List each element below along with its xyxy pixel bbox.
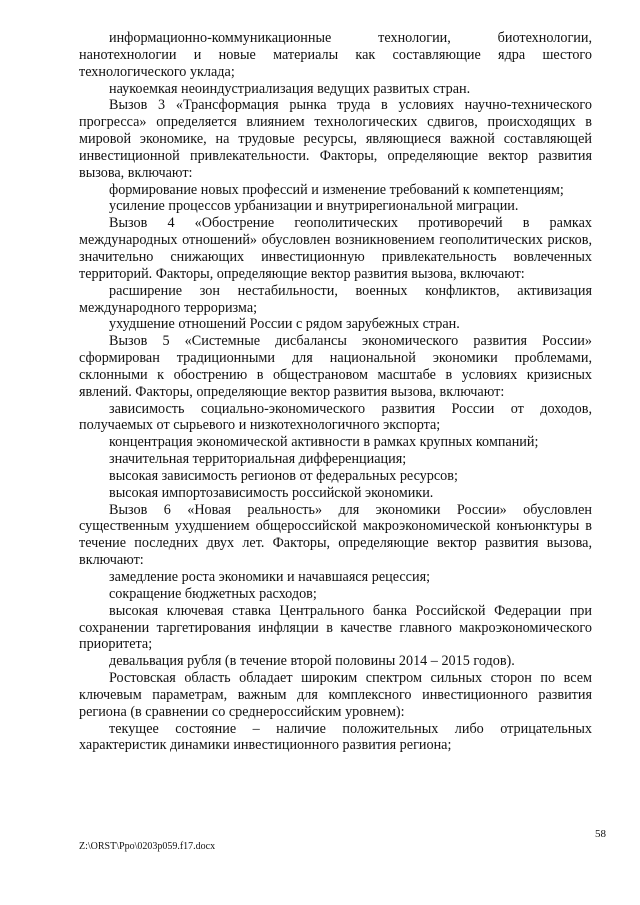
paragraph: Вызов 5 «Системные дисбалансы экономического развития России» сформирован традиционными для национальной экономики проблемами, склонными к обострению в общестрановом масштабе в условиях кризисных явлений. Факторы, определяющие вектор развития вызова, включают: [79, 333, 592, 400]
paragraph: сокращение бюджетных расходов; [109, 585, 317, 602]
paragraph: девальвация рубля (в течение второй половины 2014 – 2015 годов). [109, 653, 515, 670]
paragraph: значительная территориальная дифференциация; [109, 451, 407, 468]
paragraph: концентрация экономической активности в рамках крупных компаний; [109, 434, 539, 451]
footer-file-path: Z:\ORST\Ppo\0203p059.f17.docx [79, 841, 216, 852]
paragraph: усиление процессов урбанизации и внутрирегиональной миграции. [109, 198, 519, 215]
paragraph: ухудшение отношений России с рядом зарубежных стран. [109, 316, 460, 333]
page-number: 58 [595, 828, 606, 840]
paragraph: высокая ключевая ставка Центрального банка Российской Федерации при сохранении таргетирования инфляции в качестве главного макроэкономического приоритета; [79, 602, 592, 653]
paragraph: Ростовская область обладает широким спектром сильных сторон по всем ключевым параметрам, важным для комплексного инвестиционного развития региона (в сравнении со среднероссийским уровнем): [79, 670, 592, 720]
paragraph: информационно-коммуникационные технологии, биотехнологии, нанотехнологии и новые материалы как составляющие ядра шестого технологического уклада; [79, 30, 592, 80]
paragraph: Вызов 6 «Новая реальность» для экономики России» обусловлен существенным ухудшением общероссийской макроэкономической конъюнктуры в течение последних двух лет. Факторы, определяющие вектор развития вызова, включают: [79, 501, 592, 569]
paragraph: высокая зависимость регионов от федеральных ресурсов; [109, 467, 458, 484]
paragraph: зависимость социально-экономического развития России от доходов, получаемых от сырьевого и низкотехнологичного экспорта; [79, 400, 592, 434]
paragraph: формирование новых профессий и изменение требований к компетенциям; [109, 181, 564, 198]
paragraph: Вызов 3 «Трансформация рынка труда в условиях научно-технического прогресса» определяется влиянием технологических сдвигов, происходящих в мировой экономике, на трудовые ресурсы, являющиеся важной составляющей инвестиционной привлекательности. Факторы, определяющие вектор развития вызова, включают: [79, 97, 592, 181]
paragraph: Вызов 4 «Обострение геополитических противоречий в рамках международных отношений» обусловлен возникновением геополитических рисков, значительно снижающих инвестиционную привлекательность вовлеченных территорий. Факторы, определяющие вектор развития вызова, включают: [79, 215, 592, 282]
paragraph: текущее состояние – наличие положительных либо отрицательных характеристик динамики инвестиционного развития региона; [79, 720, 592, 754]
paragraph: наукоемкая неоиндустриализация ведущих развитых стран. [109, 80, 471, 97]
paragraph: расширение зон нестабильности, военных конфликтов, активизация международного терроризма; [79, 282, 592, 316]
paragraph: высокая импортозависимость российской экономики. [109, 484, 434, 501]
paragraph: замедление роста экономики и начавшаяся рецессия; [109, 569, 431, 585]
document-body [79, 30, 592, 754]
